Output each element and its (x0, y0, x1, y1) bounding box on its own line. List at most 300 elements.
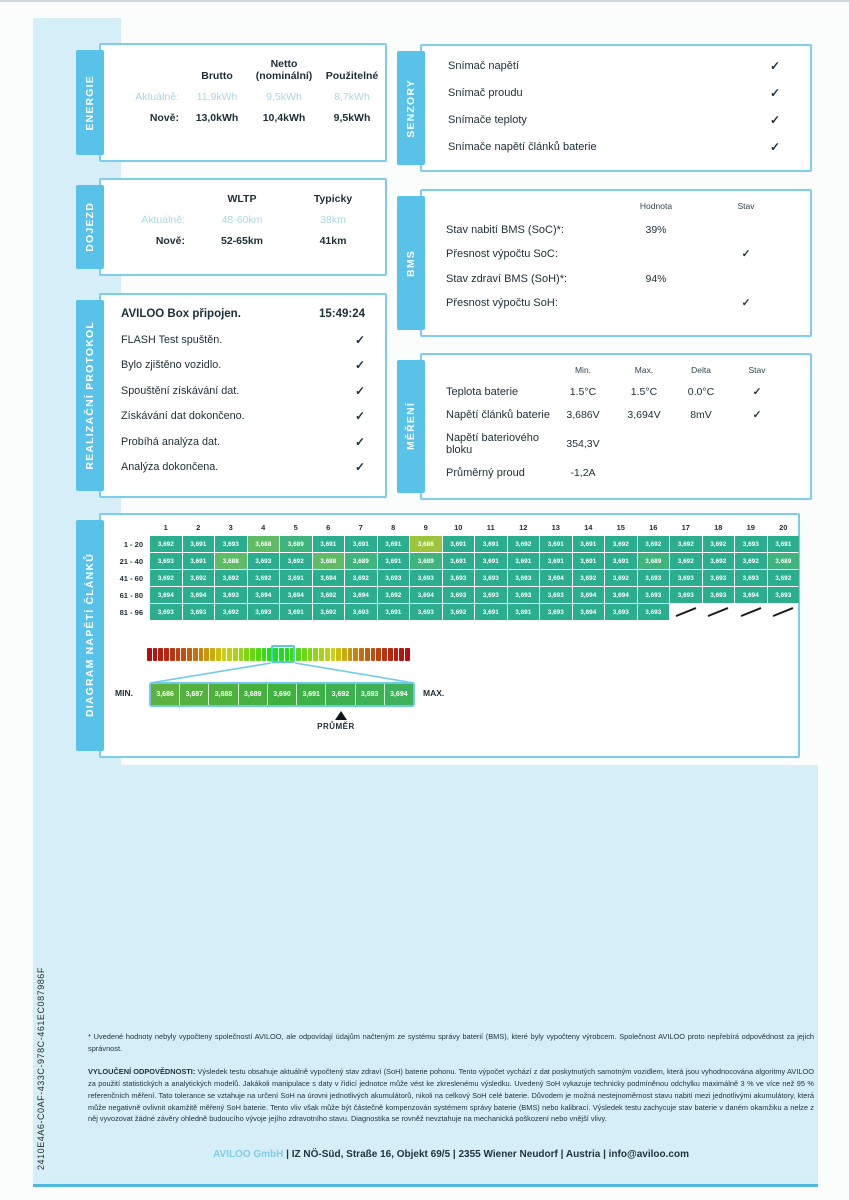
gradient-segment (302, 648, 307, 661)
cv-voltage-cell: 3,692 (703, 536, 735, 552)
cv-empty-cell (703, 604, 735, 620)
energie-row-label: Nově: (149, 112, 179, 125)
disclaimer-title: VYLOUČENÍ ODPOVĚDNOSTI: (88, 1067, 196, 1076)
check-icon: ✓ (741, 296, 751, 309)
cv-voltage-cell: 3,693 (443, 570, 475, 586)
bms-tab-label: BMS (405, 249, 417, 277)
protokol-step-label: Probíhá analýza dat. (121, 435, 221, 448)
mereni-col-header: Max. (634, 365, 654, 375)
bms-value: 94% (645, 272, 667, 285)
empty-cell-slash-icon (773, 607, 794, 617)
cv-voltage-cell: 3,691 (443, 536, 475, 552)
mereni-row-label: Napětí bateriového bloku (446, 432, 539, 456)
cv-voltage-cell: 3,692 (248, 570, 280, 586)
mereni-delta-value: 0.0°C (687, 386, 715, 398)
cv-voltage-cell: 3,691 (573, 536, 605, 552)
cv-voltage-cell: 3,693 (215, 536, 247, 552)
scale-value-box: 3,690 (268, 684, 297, 705)
cv-voltage-cell: 3,691 (183, 536, 215, 552)
cv-row-label: 81 - 96 (119, 607, 143, 617)
gradient-segment (342, 648, 347, 661)
gradient-segment (227, 648, 232, 661)
bms-header-row (446, 201, 784, 211)
dojezd-panel (84, 178, 387, 276)
energie-tab (76, 50, 104, 155)
voltage-scale-row (149, 682, 415, 707)
protokol-time: 15:49:24 (318, 308, 365, 320)
cv-voltage-cell: 3,693 (410, 604, 442, 620)
cv-column-number: 6 (326, 523, 331, 532)
cv-voltage-cell: 3,692 (605, 536, 637, 552)
cv-voltage-cell: 3,694 (410, 587, 442, 603)
protokol-title-row (121, 308, 365, 320)
scale-value-box: 3,688 (209, 684, 238, 705)
cv-column-number: 5 (293, 523, 298, 532)
cv-column-number: 7 (358, 523, 363, 532)
cv-voltage-cell: 3,691 (378, 536, 410, 552)
disclaimer-text (88, 1066, 814, 1125)
footnote-text: * Uvedené hodnoty nebyly vypočteny společností AVILOO, ale odpovídají údajům načteným ze systému správy baterií (BMS), které byly vypočteny výrobcem. Společnost AVILOO proto nepřebírá odpovědnost za jejich správnost. (88, 1032, 814, 1053)
mereni-max-value: 3,694V (627, 409, 661, 421)
gradient-segment (216, 648, 221, 661)
gradient-segment (239, 648, 244, 661)
report-id-vertical-text: 2410E4A6-C0AF-433C-978C-461EC087986F (36, 967, 46, 1170)
senzory-tab-label: SENZORY (405, 78, 417, 138)
diagram-tab (76, 520, 104, 751)
energie-value: 9,5kWh (333, 112, 371, 125)
gradient-segment (394, 648, 399, 661)
empty-cell-slash-icon (675, 607, 696, 617)
gradient-segment (147, 648, 152, 661)
protokol-step-row (121, 461, 365, 473)
gradient-segment (353, 648, 358, 661)
gradient-segment (233, 648, 238, 661)
cv-voltage-cell: 3,691 (378, 553, 410, 569)
mereni-delta-value: 8mV (690, 409, 712, 421)
dojezd-row-label: Aktuálně: (141, 214, 185, 227)
protokol-step-row (121, 410, 365, 422)
cv-voltage-cell: 3,694 (735, 587, 767, 603)
cv-voltage-cell: 3,686 (410, 536, 442, 552)
cv-voltage-cell: 3,691 (605, 553, 637, 569)
gradient-segment (308, 648, 313, 661)
bms-row (446, 224, 784, 236)
average-marker-icon (335, 711, 347, 720)
check-icon: ✓ (354, 460, 365, 474)
cv-voltage-cell: 3,691 (183, 553, 215, 569)
gradient-segment (244, 648, 249, 661)
gradient-segment (158, 648, 163, 661)
cv-voltage-cell: 3,692 (605, 570, 637, 586)
gradient-segment (348, 648, 353, 661)
cv-voltage-cell: 3,693 (150, 553, 182, 569)
cv-voltage-cell: 3,691 (573, 553, 605, 569)
gradient-segment (181, 648, 186, 661)
protokol-title: AVILOO Box připojen. (121, 308, 241, 320)
energie-panel (84, 43, 387, 162)
scale-min-label: MIN. (115, 688, 133, 698)
mereni-max-value: 1.5°C (630, 386, 658, 398)
mereni-min-value: -1,2A (570, 467, 596, 479)
cv-column-number: 12 (519, 523, 528, 532)
cv-empty-cell (768, 604, 800, 620)
protokol-list (101, 295, 385, 473)
mereni-col-header: Delta (691, 365, 711, 375)
mereni-min-value: 354,3V (566, 438, 600, 450)
cv-voltage-cell: 3,691 (280, 604, 312, 620)
scale-value-box: 3,694 (385, 684, 413, 705)
cv-voltage-cell: 3,689 (280, 536, 312, 552)
bms-tab (397, 196, 425, 330)
protokol-step-label: Získávání dat dokončeno. (121, 410, 245, 422)
cv-voltage-cell: 3,692 (215, 604, 247, 620)
cv-column-number: 8 (391, 523, 396, 532)
cv-voltage-cell: 3,691 (443, 553, 475, 569)
bms-panel (405, 189, 812, 337)
senzory-list (422, 46, 810, 153)
cv-voltage-cell: 3,689 (768, 553, 800, 569)
bms-row (446, 248, 784, 260)
senzory-row (448, 114, 780, 126)
gradient-segment (153, 648, 158, 661)
mereni-row-label: Napětí článků baterie (446, 409, 550, 421)
cv-voltage-cell: 3,689 (345, 553, 377, 569)
gradient-segment (210, 648, 215, 661)
cv-corner-spacer (103, 532, 149, 535)
gradient-segment (204, 648, 209, 661)
protokol-panel (84, 293, 387, 498)
cv-voltage-cell: 3,693 (670, 570, 702, 586)
gradient-segment (170, 648, 175, 661)
cv-row-label: 1 - 20 (123, 539, 143, 549)
energie-value: 9,5kWh (266, 91, 302, 104)
energie-row (101, 91, 385, 103)
cv-empty-cell (670, 604, 702, 620)
mereni-header-row (446, 365, 784, 375)
gradient-segment (222, 648, 227, 661)
cv-voltage-cell: 3,691 (345, 536, 377, 552)
cv-voltage-cell: 3,691 (475, 604, 507, 620)
cv-voltage-cell: 3,692 (150, 536, 182, 552)
protokol-step-label: Spouštění získávání dat. (121, 384, 240, 397)
dojezd-header-row (101, 193, 385, 205)
cv-voltage-cell: 3,694 (345, 587, 377, 603)
senzory-row (448, 60, 780, 72)
mereni-row-label: Průměrný proud (446, 467, 525, 479)
mereni-row (446, 467, 784, 479)
cv-voltage-cell: 3,691 (768, 536, 800, 552)
gradient-segment (262, 648, 267, 661)
mereni-panel (405, 353, 812, 500)
dojezd-value: 41km (319, 235, 347, 248)
mereni-tab (397, 360, 425, 493)
scale-value-box: 3,693 (356, 684, 385, 705)
cv-voltage-cell: 3,689 (410, 553, 442, 569)
cv-voltage-cell: 3,692 (378, 587, 410, 603)
cv-voltage-cell: 3,688 (313, 553, 345, 569)
gradient-segment (176, 648, 181, 661)
senzory-label: Snímač proudu (448, 87, 523, 99)
cv-voltage-cell: 3,693 (768, 587, 800, 603)
dojezd-tab-label: DOJEZD (84, 202, 96, 252)
check-icon: ✓ (354, 434, 365, 449)
gradient-segment (313, 648, 318, 661)
cv-voltage-cell: 3,693 (638, 570, 670, 586)
cv-voltage-cell: 3,692 (313, 604, 345, 620)
cv-voltage-cell: 3,692 (280, 553, 312, 569)
cv-voltage-cell: 3,694 (150, 587, 182, 603)
protokol-tab-label: REALIZAČNÍ PROTOKOL (84, 321, 96, 470)
mereni-col-header: Stav (748, 365, 766, 375)
empty-cell-slash-icon (740, 607, 761, 617)
scale-value-box: 3,687 (180, 684, 209, 705)
check-icon: ✓ (769, 113, 780, 127)
cv-column-number: 10 (454, 523, 463, 532)
disclaimer-body: Výsledek testu obsahuje aktuálně vypočtený stav zdraví (SoH) baterie pohonu. Tento výpočet vychází z dat poskytnutých samotným vozidlem, která jsou vyhodnocována algoritmy AVILOO za použití statistických a analytických modelů. Jakákoli manipulace s daty v řídicí jednotce může vést ke zkreslenému výsledku. Uvedený SoH vykazuje technicky podmíněnou odchylku maximálně 3 % ve více než 95 % referenčních měření. Tato tolerance se vztahuje na určení SoH na úrovni jednotlivých akumulátorů, nikoli na celkový SoH celé baterie. Důvodem je možná nestejnoměrnost stavu nabití mezi jednotlivými akumulátory, která může negativně ovlivnit okamžitě měřený SoH baterie. Tento vliv však může být částečně kompenzován systémem správy baterie (BMS) nebo kalibrací. Výsledek testu zachycuje stav baterie v daném okamžiku a nelze z něj vyvozovat žádné závěry ohledně budoucího vývoje jejího zdravotního stavu. Diagnostika se rovněž nevztahuje na mechanická poškození nebo vnější vlivy. (88, 1067, 814, 1124)
bms-row-label: Přesnost výpočtu SoC: (446, 248, 558, 260)
check-icon: ✓ (769, 86, 780, 100)
cv-voltage-cell: 3,693 (248, 604, 280, 620)
cv-voltage-cell: 3,688 (215, 553, 247, 569)
mereni-tab-label: MĚŘENÍ (405, 402, 417, 451)
protokol-step-label: FLASH Test spuštěn. (121, 333, 223, 346)
gradient-segment (187, 648, 192, 661)
cv-voltage-cell: 3,691 (508, 604, 540, 620)
check-icon: ✓ (752, 408, 762, 421)
scale-value-box: 3,686 (151, 684, 180, 705)
cv-voltage-cell: 3,693 (248, 553, 280, 569)
cv-voltage-cell: 3,691 (280, 570, 312, 586)
check-icon: ✓ (769, 140, 780, 154)
bms-row-label: Stav zdraví BMS (SoH)*: (446, 272, 568, 285)
cv-column-number: 16 (649, 523, 658, 532)
bms-row (446, 297, 784, 309)
company-footer (88, 1149, 814, 1160)
gradient-segment (336, 648, 341, 661)
energie-row-label: Aktuálně: (135, 91, 179, 104)
cv-voltage-cell: 3,692 (150, 570, 182, 586)
mereni-row (446, 409, 784, 421)
check-icon: ✓ (741, 247, 751, 260)
cv-voltage-cell: 3,691 (378, 604, 410, 620)
cv-column-number: 19 (746, 523, 755, 532)
cv-voltage-cell: 3,693 (443, 587, 475, 603)
cv-voltage-cell: 3,694 (248, 587, 280, 603)
protokol-step-row (121, 359, 365, 371)
cv-voltage-cell: 3,691 (540, 553, 572, 569)
gradient-segment (256, 648, 261, 661)
gradient-segment (331, 648, 336, 661)
protokol-tab (76, 300, 104, 491)
bms-row-label: Stav nabití BMS (SoC)*: (446, 223, 564, 236)
energie-col-header: Netto (nominální) (255, 58, 313, 83)
cv-voltage-cell: 3,691 (508, 553, 540, 569)
cv-column-number: 18 (714, 523, 723, 532)
dojezd-col-header: WLTP (227, 193, 257, 205)
cv-voltage-cell: 3,692 (183, 570, 215, 586)
cv-column-number: 3 (228, 523, 233, 532)
cv-voltage-cell: 3,691 (475, 553, 507, 569)
senzory-label: Snímač napětí (448, 60, 519, 72)
company-name: AVILOO GmbH (213, 1149, 284, 1160)
cv-voltage-cell: 3,692 (703, 553, 735, 569)
cv-voltage-cell: 3,693 (475, 587, 507, 603)
cv-voltage-cell: 3,693 (605, 604, 637, 620)
empty-cell-slash-icon (708, 607, 729, 617)
mereni-table (422, 355, 810, 479)
cv-voltage-cell: 3,693 (345, 604, 377, 620)
gradient-segment (399, 648, 404, 661)
senzory-label: Snímače napětí článků baterie (448, 141, 597, 153)
cv-voltage-cell: 3,692 (215, 570, 247, 586)
scale-value-box: 3,689 (239, 684, 268, 705)
gradient-segment (382, 648, 387, 661)
cv-voltage-cell: 3,692 (345, 570, 377, 586)
cv-voltage-cell: 3,694 (605, 587, 637, 603)
gradient-segment (319, 648, 324, 661)
gradient-segment (371, 648, 376, 661)
check-icon: ✓ (752, 385, 762, 398)
page-top-edge (0, 0, 849, 2)
cv-voltage-cell: 3,692 (573, 570, 605, 586)
cv-row-label: 41 - 60 (119, 573, 143, 583)
gradient-segment (388, 648, 393, 661)
energie-col-header: Brutto (201, 70, 233, 83)
cv-voltage-cell: 3,691 (313, 536, 345, 552)
mereni-min-value: 1.5°C (569, 386, 597, 398)
cv-voltage-cell: 3,694 (573, 587, 605, 603)
energie-value: 11,9kWh (196, 91, 238, 104)
cv-voltage-cell: 3,693 (508, 570, 540, 586)
energie-value: 13,0kWh (195, 112, 239, 125)
energie-row (101, 112, 385, 124)
cv-voltage-cell: 3,692 (768, 570, 800, 586)
dojezd-col-header: Typicky (313, 193, 353, 205)
cv-voltage-cell: 3,692 (443, 604, 475, 620)
cv-voltage-cell: 3,693 (215, 587, 247, 603)
bms-col-header: Hodnota (639, 201, 673, 211)
senzory-tab (397, 51, 425, 165)
cv-row-label: 21 - 40 (119, 556, 143, 566)
energie-header-row (101, 58, 385, 82)
cv-voltage-cell: 3,693 (508, 587, 540, 603)
check-icon: ✓ (354, 383, 365, 398)
senzory-label: Snímače teploty (448, 114, 527, 126)
cell-voltage-table (103, 523, 799, 620)
check-icon: ✓ (354, 409, 365, 423)
cv-column-number: 11 (486, 523, 495, 532)
diagram-tab-label: DIAGRAM NAPĚTÍ ČLÁNKŮ (84, 553, 96, 718)
energie-col-header: Použitelné (325, 70, 379, 83)
cv-column-number: 15 (616, 523, 625, 532)
dojezd-value: 52-65km (220, 235, 264, 248)
average-label: PRŮMĚR (317, 722, 355, 731)
dojezd-row-label: Nově: (155, 235, 185, 248)
cv-voltage-cell: 3,692 (313, 587, 345, 603)
page-bottom-rule (33, 1184, 818, 1187)
gradient-segment (376, 648, 381, 661)
cv-column-number: 20 (779, 523, 788, 532)
cv-voltage-cell: 3,693 (540, 604, 572, 620)
scale-value-box: 3,691 (297, 684, 326, 705)
mereni-row (446, 386, 784, 398)
gradient-segment (405, 648, 410, 661)
cv-voltage-cell: 3,693 (183, 604, 215, 620)
gradient-segment (164, 648, 169, 661)
gradient-segment (325, 648, 330, 661)
mereni-col-header: Min. (574, 365, 592, 375)
dojezd-value: 48-60km (221, 214, 263, 227)
cv-voltage-cell: 3,693 (540, 587, 572, 603)
protokol-step-row (121, 385, 365, 397)
cv-voltage-cell: 3,694 (540, 570, 572, 586)
cv-voltage-cell: 3,693 (410, 570, 442, 586)
scale-value-box: 3,692 (326, 684, 355, 705)
mereni-min-value: 3,686V (566, 409, 600, 421)
cv-voltage-cell: 3,688 (248, 536, 280, 552)
cv-row-label: 61 - 80 (119, 590, 143, 600)
cv-voltage-cell: 3,693 (703, 587, 735, 603)
cv-column-number: 17 (681, 523, 690, 532)
gradient-segment (365, 648, 370, 661)
gradient-segment (250, 648, 255, 661)
cv-voltage-cell: 3,693 (475, 570, 507, 586)
gradient-highlight-box (271, 645, 295, 663)
cv-voltage-cell: 3,689 (638, 553, 670, 569)
cv-voltage-cell: 3,692 (670, 553, 702, 569)
dojezd-row (101, 214, 385, 226)
company-address: | IZ NÖ-Süd, Straße 16, Objekt 69/5 | 2355 Wiener Neudorf | Austria | info@aviloo.com (283, 1149, 689, 1160)
cv-voltage-cell: 3,692 (670, 536, 702, 552)
cv-voltage-cell: 3,693 (703, 570, 735, 586)
cv-voltage-cell: 3,693 (150, 604, 182, 620)
cv-voltage-cell: 3,693 (735, 536, 767, 552)
check-icon: ✓ (769, 59, 780, 73)
bms-col-header: Stav (737, 201, 755, 211)
cv-voltage-cell: 3,693 (638, 604, 670, 620)
protokol-step-label: Bylo zjištěno vozidlo. (121, 359, 222, 371)
cv-voltage-cell: 3,694 (183, 587, 215, 603)
cv-column-number: 4 (261, 523, 266, 532)
energie-value: 8,7kWh (334, 91, 370, 104)
bms-value: 39% (645, 223, 667, 236)
dojezd-value: 38km (320, 214, 346, 227)
cv-voltage-cell: 3,694 (573, 604, 605, 620)
cv-voltage-cell: 3,693 (378, 570, 410, 586)
mereni-row (446, 432, 784, 456)
cv-voltage-cell: 3,693 (638, 587, 670, 603)
energie-value: 10,4kWh (262, 112, 306, 125)
cv-voltage-cell: 3,692 (508, 536, 540, 552)
cv-voltage-cell: 3,694 (280, 587, 312, 603)
check-icon: ✓ (354, 358, 365, 372)
cv-column-number: 9 (423, 523, 428, 532)
protokol-step-row (121, 334, 365, 346)
cv-column-number: 2 (196, 523, 201, 532)
cv-voltage-cell: 3,691 (540, 536, 572, 552)
energie-table (101, 45, 385, 124)
cv-voltage-cell: 3,692 (638, 536, 670, 552)
senzory-row (448, 141, 780, 153)
bms-row-label: Přesnost výpočtu SoH: (446, 297, 558, 309)
gradient-segment (359, 648, 364, 661)
dojezd-table (101, 180, 385, 247)
bms-table (422, 191, 810, 309)
energie-tab-label: ENERGIE (84, 74, 96, 131)
protokol-step-label: Analýza dokončena. (121, 461, 219, 473)
cv-voltage-cell: 3,693 (735, 570, 767, 586)
gradient-segment (193, 648, 198, 661)
